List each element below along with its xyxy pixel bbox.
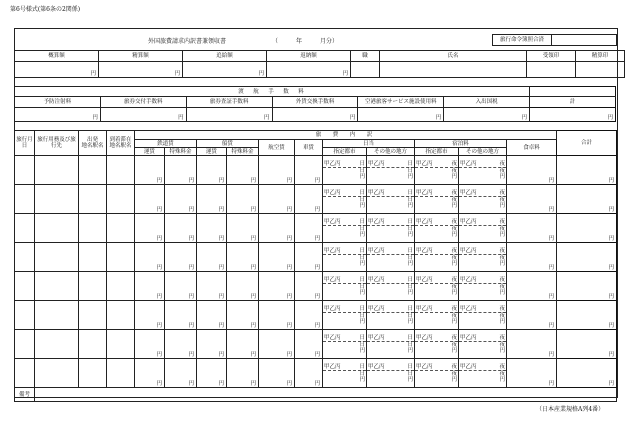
air-header: 航空賃 bbox=[259, 140, 295, 156]
lodging-designated-field[interactable]: 甲乙丙 夜 夜 円 bbox=[415, 272, 459, 301]
lodging-designated-field[interactable]: 甲乙丙 夜 夜 円 bbox=[415, 185, 459, 214]
lodging-other-field[interactable]: 甲乙丙 夜 夜 円 bbox=[459, 359, 507, 388]
remarks-label: 備考 bbox=[15, 388, 35, 402]
car-field[interactable]: 円 bbox=[295, 185, 323, 214]
row-total-field[interactable]: 円 bbox=[557, 330, 617, 359]
lodging-header: 宿泊料 bbox=[415, 140, 507, 148]
table-row bbox=[15, 330, 617, 359]
railway-special-field[interactable]: 円 bbox=[165, 301, 197, 330]
row-total-field[interactable]: 円 bbox=[557, 359, 617, 388]
table-row bbox=[15, 272, 617, 301]
form-title: 外国旅費請求内訳書兼領収書 bbox=[148, 38, 227, 45]
railway-special: 特殊料金 bbox=[165, 148, 197, 156]
lodging-designated: 指定都市 bbox=[415, 148, 459, 156]
air-field[interactable]: 円 bbox=[259, 185, 295, 214]
lodging-designated-field[interactable]: 甲乙丙 夜 夜 円 bbox=[415, 330, 459, 359]
arrive-field[interactable] bbox=[107, 214, 135, 243]
ship-fare-field[interactable]: 円 bbox=[197, 301, 227, 330]
meals-field[interactable]: 円 bbox=[507, 301, 557, 330]
air-field[interactable]: 円 bbox=[259, 301, 295, 330]
footer-spec: （日本産業規格A列4番） bbox=[536, 406, 605, 413]
daily-other-field[interactable]: 甲乙丙 日 日 円 bbox=[367, 359, 415, 388]
depart-field[interactable] bbox=[79, 243, 107, 272]
depart-field[interactable] bbox=[79, 330, 107, 359]
header-table bbox=[14, 50, 625, 78]
ship-header: 船賃 bbox=[197, 140, 259, 148]
settle-seal-field[interactable] bbox=[576, 62, 625, 78]
lodging-other: その他の地方 bbox=[459, 148, 507, 156]
table-row bbox=[15, 359, 617, 388]
meals-field[interactable]: 円 bbox=[507, 243, 557, 272]
date-field[interactable] bbox=[15, 185, 35, 214]
table-row bbox=[15, 243, 617, 272]
passport-amount[interactable]: 円 bbox=[100, 107, 186, 121]
depart-field[interactable] bbox=[79, 156, 107, 185]
daily-other-field[interactable]: 甲乙丙 日 日 円 bbox=[367, 214, 415, 243]
railway-fare-field[interactable]: 円 bbox=[135, 301, 165, 330]
car-field[interactable]: 円 bbox=[295, 156, 323, 185]
name-field[interactable] bbox=[380, 62, 527, 78]
col-refund: 返納額 bbox=[267, 51, 351, 62]
railway-fare: 運賃 bbox=[135, 148, 165, 156]
meals-header: 食卓料 bbox=[507, 140, 557, 156]
fee-exchange: 外貨交換手数料 bbox=[272, 97, 358, 107]
air-field[interactable]: 円 bbox=[259, 156, 295, 185]
breakdown-title: 旅 費 内 訳 bbox=[135, 131, 557, 140]
fee-total-label: 計 bbox=[530, 97, 616, 107]
additional-field[interactable]: 円 bbox=[183, 62, 267, 78]
fee-airport: 空港旅客サービス施設使用料 bbox=[358, 97, 444, 107]
daily-designated-field[interactable]: 甲乙丙 日 日 円 bbox=[323, 330, 367, 359]
railway-fare-field[interactable]: 円 bbox=[135, 359, 165, 388]
railway-fare-field[interactable]: 円 bbox=[135, 185, 165, 214]
arrive-field[interactable] bbox=[107, 330, 135, 359]
table-row bbox=[15, 156, 617, 185]
vaccination-amount[interactable]: 円 bbox=[15, 107, 101, 121]
departure-tax-amount[interactable]: 円 bbox=[444, 107, 530, 121]
lodging-other-field[interactable]: 甲乙丙 夜 夜 円 bbox=[459, 214, 507, 243]
arrive-field[interactable] bbox=[107, 243, 135, 272]
daily-designated-field[interactable]: 甲乙丙 日 日 円 bbox=[323, 359, 367, 388]
lodging-designated-field[interactable]: 甲乙丙 夜 夜 円 bbox=[415, 243, 459, 272]
row-total-field[interactable]: 円 bbox=[557, 301, 617, 330]
fees-total-top bbox=[530, 87, 616, 97]
daily-designated: 指定都市 bbox=[323, 148, 367, 156]
meals-field[interactable]: 円 bbox=[507, 272, 557, 301]
ship-special-field[interactable]: 円 bbox=[227, 330, 259, 359]
col-depart: 出発 地名駅名 bbox=[79, 131, 107, 156]
ship-fare-field[interactable]: 円 bbox=[197, 272, 227, 301]
air-field[interactable]: 円 bbox=[259, 359, 295, 388]
airport-amount[interactable]: 円 bbox=[358, 107, 444, 121]
daily-designated-field[interactable]: 甲乙丙 日 日 円 bbox=[323, 214, 367, 243]
ship-fare-field[interactable]: 円 bbox=[197, 156, 227, 185]
ship-fare-field[interactable]: 円 bbox=[197, 214, 227, 243]
table-row bbox=[15, 301, 617, 330]
depart-field[interactable] bbox=[79, 301, 107, 330]
col-arrive: 到着滞在 地名駅名 bbox=[107, 131, 135, 156]
lodging-designated-field[interactable]: 甲乙丙 夜 夜 円 bbox=[415, 301, 459, 330]
fee-vaccination: 予防注射料 bbox=[15, 97, 101, 107]
settlement-field[interactable]: 円 bbox=[99, 62, 183, 78]
fee-departure-tax: 入出国税 bbox=[444, 97, 530, 107]
air-field[interactable]: 円 bbox=[259, 243, 295, 272]
fee-passport: 旅券交付手数料 bbox=[100, 97, 186, 107]
car-field[interactable]: 円 bbox=[295, 359, 323, 388]
depart-field[interactable] bbox=[79, 359, 107, 388]
arrive-field[interactable] bbox=[107, 156, 135, 185]
railway-special-field[interactable]: 円 bbox=[165, 185, 197, 214]
row-total-field[interactable]: 円 bbox=[557, 272, 617, 301]
daily-other-field[interactable]: 甲乙丙 日 日 円 bbox=[367, 185, 415, 214]
col-estimate: 概算額 bbox=[15, 51, 99, 62]
daily-designated-field[interactable]: 甲乙丙 日 日 円 bbox=[323, 156, 367, 185]
ship-fare-field[interactable]: 円 bbox=[197, 359, 227, 388]
visa-amount[interactable]: 円 bbox=[186, 107, 272, 121]
refund-field[interactable]: 円 bbox=[267, 62, 351, 78]
col-purpose: 旅行用務及び旅行先 bbox=[35, 131, 79, 156]
post-field[interactable] bbox=[351, 62, 380, 78]
detail-table bbox=[14, 130, 617, 402]
approval-label: 旅行命令簿照合済 bbox=[493, 35, 552, 46]
car-field[interactable]: 円 bbox=[295, 330, 323, 359]
date-field[interactable] bbox=[15, 214, 35, 243]
date-field[interactable] bbox=[15, 272, 35, 301]
ship-fare-field[interactable]: 円 bbox=[197, 243, 227, 272]
depart-field[interactable] bbox=[79, 272, 107, 301]
table-row bbox=[15, 185, 617, 214]
depart-field[interactable] bbox=[79, 214, 107, 243]
row-total-field[interactable]: 円 bbox=[557, 185, 617, 214]
daily-other-field[interactable]: 甲乙丙 日 日 円 bbox=[367, 156, 415, 185]
air-field[interactable]: 円 bbox=[259, 330, 295, 359]
receipt-seal-field[interactable] bbox=[527, 62, 576, 78]
col-date: 旅行月日 bbox=[15, 131, 35, 156]
purpose-field[interactable] bbox=[35, 301, 79, 330]
remarks-field[interactable] bbox=[35, 388, 617, 402]
col-settle-seal: 精算印 bbox=[576, 51, 625, 62]
railway-fare-field[interactable]: 円 bbox=[135, 243, 165, 272]
meals-field[interactable]: 円 bbox=[507, 359, 557, 388]
ship-special-field[interactable]: 円 bbox=[227, 301, 259, 330]
lodging-other-field[interactable]: 甲乙丙 夜 夜 円 bbox=[459, 185, 507, 214]
col-additional: 追給額 bbox=[183, 51, 267, 62]
ship-special-field[interactable]: 円 bbox=[227, 272, 259, 301]
railway-special-field[interactable]: 円 bbox=[165, 359, 197, 388]
purpose-field[interactable] bbox=[35, 330, 79, 359]
estimate-field[interactable]: 円 bbox=[15, 62, 99, 78]
purpose-field[interactable] bbox=[35, 156, 79, 185]
date-field[interactable] bbox=[15, 330, 35, 359]
daily-designated-field[interactable]: 甲乙丙 日 日 円 bbox=[323, 185, 367, 214]
lodging-other-field[interactable]: 甲乙丙 夜 夜 円 bbox=[459, 243, 507, 272]
lodging-designated-field[interactable]: 甲乙丙 夜 夜 円 bbox=[415, 359, 459, 388]
purpose-field[interactable] bbox=[35, 185, 79, 214]
daily-designated-field[interactable]: 甲乙丙 日 日 円 bbox=[323, 243, 367, 272]
car-field[interactable]: 円 bbox=[295, 272, 323, 301]
arrive-field[interactable] bbox=[107, 185, 135, 214]
ship-special-field[interactable]: 円 bbox=[227, 156, 259, 185]
table-row bbox=[15, 214, 617, 243]
title-period: （ 年 月分） bbox=[272, 38, 339, 45]
air-field[interactable]: 円 bbox=[259, 272, 295, 301]
arrive-field[interactable] bbox=[107, 301, 135, 330]
col-total: 合計 bbox=[557, 131, 617, 156]
purpose-field[interactable] bbox=[35, 359, 79, 388]
ship-special-field[interactable]: 円 bbox=[227, 359, 259, 388]
row-total-field[interactable]: 円 bbox=[557, 243, 617, 272]
col-receipt-seal: 受領印 bbox=[527, 51, 576, 62]
col-post: 職 bbox=[351, 51, 380, 62]
car-header: 車賃 bbox=[295, 140, 323, 156]
daily-designated-field[interactable]: 甲乙丙 日 日 円 bbox=[323, 301, 367, 330]
railway-special-field[interactable]: 円 bbox=[165, 156, 197, 185]
ship-fare-field[interactable]: 円 bbox=[197, 185, 227, 214]
car-field[interactable]: 円 bbox=[295, 301, 323, 330]
exchange-amount[interactable]: 円 bbox=[272, 107, 358, 121]
fees-table bbox=[14, 86, 616, 122]
date-field[interactable] bbox=[15, 359, 35, 388]
lodging-other-field[interactable]: 甲乙丙 夜 夜 円 bbox=[459, 272, 507, 301]
meals-field[interactable]: 円 bbox=[507, 214, 557, 243]
meals-field[interactable]: 円 bbox=[507, 185, 557, 214]
air-field[interactable]: 円 bbox=[259, 214, 295, 243]
ship-special-field[interactable]: 円 bbox=[227, 243, 259, 272]
daily-other: その他の地方 bbox=[367, 148, 415, 156]
car-field[interactable]: 円 bbox=[295, 214, 323, 243]
car-field[interactable]: 円 bbox=[295, 243, 323, 272]
daily-other-field[interactable]: 甲乙丙 日 日 円 bbox=[367, 243, 415, 272]
meals-field[interactable]: 円 bbox=[507, 330, 557, 359]
arrive-field[interactable] bbox=[107, 359, 135, 388]
daily-other-field[interactable]: 甲乙丙 日 日 円 bbox=[367, 301, 415, 330]
fee-visa: 旅券査証手数料 bbox=[186, 97, 272, 107]
date-field[interactable] bbox=[15, 243, 35, 272]
fees-total-amount[interactable]: 円 bbox=[530, 107, 616, 121]
ship-fare: 運賃 bbox=[197, 148, 227, 156]
purpose-field[interactable] bbox=[35, 272, 79, 301]
daily-designated-field[interactable]: 甲乙丙 日 日 円 bbox=[323, 272, 367, 301]
railway-fare-field[interactable]: 円 bbox=[135, 330, 165, 359]
ship-fare-field[interactable]: 円 bbox=[197, 330, 227, 359]
ship-special: 特殊料金 bbox=[227, 148, 259, 156]
lodging-designated-field[interactable]: 甲乙丙 夜 夜 円 bbox=[415, 156, 459, 185]
railway-header: 鉄道賃 bbox=[135, 140, 197, 148]
arrive-place-label: 地名駅名 bbox=[109, 143, 132, 149]
purpose-field[interactable] bbox=[35, 214, 79, 243]
railway-fare-field[interactable]: 円 bbox=[135, 156, 165, 185]
col-settlement: 精算額 bbox=[99, 51, 183, 62]
ship-special-field[interactable]: 円 bbox=[227, 185, 259, 214]
railway-special-field[interactable]: 円 bbox=[165, 243, 197, 272]
fees-title: 渡 航 手 数 料 bbox=[15, 87, 530, 97]
depart-place-label: 地名駅名 bbox=[81, 143, 104, 149]
daily-other-field[interactable]: 甲乙丙 日 日 円 bbox=[367, 330, 415, 359]
depart-field[interactable] bbox=[79, 185, 107, 214]
lodging-designated-field[interactable]: 甲乙丙 夜 夜 円 bbox=[415, 214, 459, 243]
arrive-field[interactable] bbox=[107, 272, 135, 301]
railway-fare-field[interactable]: 円 bbox=[135, 272, 165, 301]
date-field[interactable] bbox=[15, 156, 35, 185]
railway-special-field[interactable]: 円 bbox=[165, 214, 197, 243]
row-total-field[interactable]: 円 bbox=[557, 214, 617, 243]
meals-field[interactable]: 円 bbox=[507, 156, 557, 185]
daily-other-field[interactable]: 甲乙丙 日 日 円 bbox=[367, 272, 415, 301]
lodging-other-field[interactable]: 甲乙丙 夜 夜 円 bbox=[459, 156, 507, 185]
date-field[interactable] bbox=[15, 301, 35, 330]
col-name: 氏名 bbox=[380, 51, 527, 62]
lodging-other-field[interactable]: 甲乙丙 夜 夜 円 bbox=[459, 330, 507, 359]
lodging-other-field[interactable]: 甲乙丙 夜 夜 円 bbox=[459, 301, 507, 330]
railway-fare-field[interactable]: 円 bbox=[135, 214, 165, 243]
form-number: 第6号様式(第6条の2関係) bbox=[10, 6, 81, 13]
ship-special-field[interactable]: 円 bbox=[227, 214, 259, 243]
railway-special-field[interactable]: 円 bbox=[165, 330, 197, 359]
purpose-field[interactable] bbox=[35, 243, 79, 272]
daily-header: 日当 bbox=[323, 140, 415, 148]
row-total-field[interactable]: 円 bbox=[557, 156, 617, 185]
railway-special-field[interactable]: 円 bbox=[165, 272, 197, 301]
